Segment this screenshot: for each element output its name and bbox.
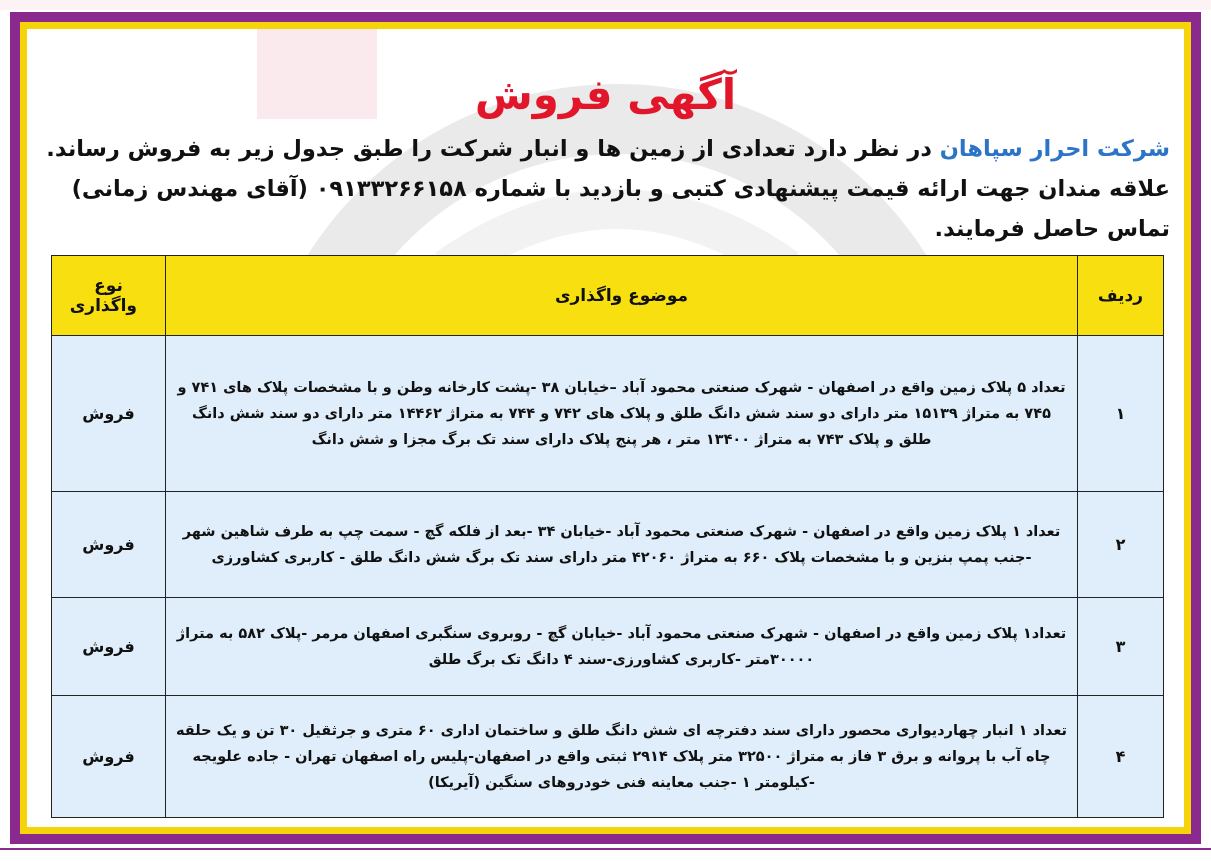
table-row <box>52 336 1164 492</box>
intro-line-2: علاقه مندان جهت ارائه قیمت پیشنهادی کتبی و بازدید با شماره ۰۹۱۳۳۲۶۶۱۵۸ (آقای مهندس زمانی) <box>71 176 1170 202</box>
table-row <box>52 598 1164 696</box>
header-row-number: ردیف <box>1078 256 1164 336</box>
row-subject: تعداد۱ پلاک زمین واقع در اصفهان - شهرک صنعتی محمود آباد -خیابان گچ - روبروی سنگبری اصفهان مرمر -پلاک ۵۸۲ به متراژ ۳۰۰۰۰متر -کاربری کشاورزی-سند ۴ دانگ تک برگ طلق <box>166 598 1078 696</box>
ad-title: آگهی فروش <box>474 70 737 119</box>
table-header-row <box>52 256 1164 336</box>
row-subject: تعداد ۱ انبار چهاردیواری محصور دارای سند دفترچه ای شش دانگ طلق و ساختمان اداری ۶۰ متری و جرثقیل ۳۰ تن و یک حلقه چاه آب با پروانه و برق ۳ فاز به متراژ ۳۲۵۰۰ متر پلاک ۲۹۱۴ ثبتی واقع در اصفهان-پلیس راه اصفهان تهران - جاده علویجه -کیلومتر ۱ -جنب معاینه فنی خودروهای سنگین (آیریکا) <box>166 696 1078 818</box>
row-transfer-type: فروش <box>52 598 166 696</box>
row-transfer-type: فروش <box>52 696 166 818</box>
intro-text <box>33 129 1170 249</box>
top-strip <box>0 0 1211 10</box>
row-number: ۱ <box>1078 336 1164 492</box>
offers-table <box>51 255 1164 818</box>
row-subject: تعداد ۵ پلاک زمین واقع در اصفهان - شهرک صنعتی محمود آباد –خیابان ۳۸ -پشت کارخانه وطن و با مشخصات پلاک های ۷۴۱ و ۷۴۵ به متراژ ۱۵۱۳۹ متر دارای دو سند شش دانگ طلق و پلاک های ۷۴۲ و ۷۴۴ به متراژ ۱۴۴۶۲ متر دارای دو سند شش دانگ طلق و پلاک ۷۴۳ به متراژ ۱۳۴۰۰ متر ، هر پنج پلاک دارای سند تک برگ مجزا و شش دانگ <box>166 336 1078 492</box>
intro-line-1 <box>33 129 1170 169</box>
ad-frame <box>10 12 1201 844</box>
intro-line-3: تماس حاصل فرمایند. <box>934 216 1170 242</box>
row-transfer-type: فروش <box>52 492 166 598</box>
row-number: ۴ <box>1078 696 1164 818</box>
header-subject: موضوع واگذاری <box>166 256 1078 336</box>
row-subject: تعداد ۱ پلاک زمین واقع در اصفهان - شهرک صنعتی محمود آباد -خیابان ۳۴ -بعد از فلکه گچ - سمت چپ به طرف شاهین شهر -جنب پمپ بنزین و با مشخصات پلاک ۶۶۰ به متراژ ۴۲۰۶۰ متر دارای سند تک برگ شش دانگ طلق - کاربری کشاورزی <box>166 492 1078 598</box>
row-number: ۲ <box>1078 492 1164 598</box>
row-number: ۳ <box>1078 598 1164 696</box>
ad-frame-gold-border <box>20 22 1191 834</box>
company-name: شرکت احرار سپاهان <box>939 136 1170 162</box>
table-row <box>52 696 1164 818</box>
row-transfer-type: فروش <box>52 336 166 492</box>
ad-content <box>27 29 1184 827</box>
table-row <box>52 492 1164 598</box>
bottom-strip <box>0 848 1211 861</box>
intro-line-1-rest: در نظر دارد تعدادی از زمین ها و انبار شرکت را طبق جدول زیر به فروش رساند. <box>46 136 940 162</box>
header-transfer-type: نوع واگذاری <box>52 256 166 336</box>
